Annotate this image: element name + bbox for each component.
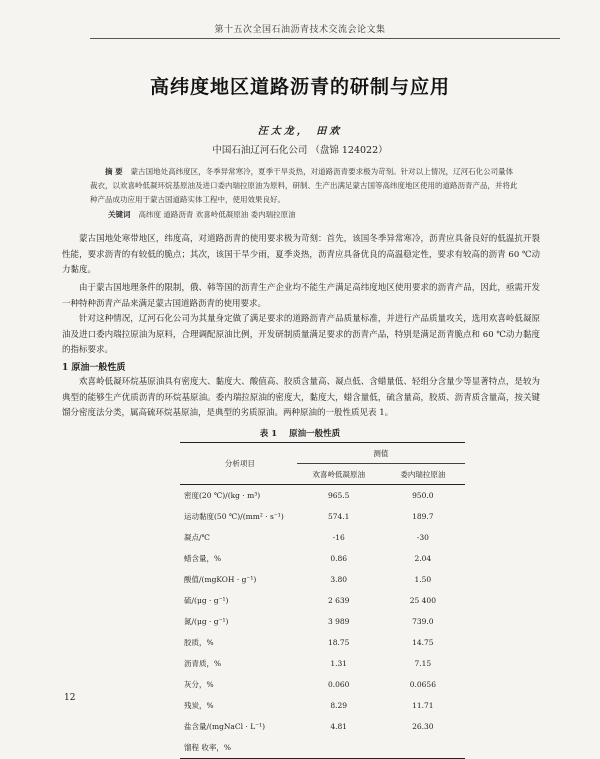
table-cell-item: 胶质，% [184,638,214,647]
table-cell-crude-a: 0.060 [327,680,350,689]
paper-affiliation: 中国石油辽河石化公司 （盘锦 124022） [212,145,388,156]
table-row [180,569,465,590]
table-cell-crude-b: 739.0 [412,617,434,626]
header-rule [90,38,560,39]
abstract-label: 摘 要 [105,167,123,176]
abstract-text: 蒙古国地处高纬度区，冬季异常寒冷，夏季干旱炎热，对道路沥青要求极为苛刻。针对以上情况，辽河石化公司量体裁衣，以欢喜岭低凝环烷基原油及进口委内瑞拉原油为原料，研制、生产出满足蒙古国等高纬度地区使用的道路沥青产品，并将此种产品成功应用于蒙古国道路实体工程中，使用效果良好。 [90,167,518,204]
table-label: 表 1 [259,429,278,439]
table-body [180,485,465,759]
table-row [180,611,465,632]
table-cell-crude-b: -30 [416,533,429,542]
table-cell-crude-a: 4.81 [330,722,348,731]
keywords [108,209,528,221]
table-cell-crude-a: 2 639 [327,596,350,605]
table-cell-crude-b: 7.15 [414,659,432,668]
table-header-crude-b: 委内瑞拉原油 [381,464,465,485]
table-cell-crude-b: 2.04 [414,554,432,563]
abstract [90,165,520,207]
table-cell-item: 酸值/(mgKOH · g⁻¹) [184,575,257,584]
table-cell-crude-a: 18.75 [327,638,350,647]
table-cell-crude-b [381,737,465,759]
table-row [180,527,465,548]
paper-title: 高纬度地区道路沥青的研制与应用 [149,76,450,98]
table-row [180,632,465,653]
table-row [180,485,465,507]
table-cell-crude-b: 950.0 [412,491,434,500]
table-row [180,737,465,759]
table-row [180,695,465,716]
table-cell-item: 运动黏度(50 ℃)/(mm² · s⁻¹) [184,512,284,521]
table-row [180,506,465,527]
table-cell-crude-b: 11.71 [412,701,434,710]
table-cell-crude-a: 8.29 [330,701,348,710]
table-cell-crude-a: 3 989 [327,617,350,626]
table-caption [0,427,600,439]
table-cell-item: 馏程 收率，% [180,737,297,759]
paper-authors: 汪太龙， 田欢 [257,126,343,137]
table-cell-crude-a: 0.86 [330,554,348,563]
table-row [180,716,465,737]
table-cell-crude-a: 574.1 [327,512,350,521]
table-cell-crude-b: 189.7 [412,512,434,521]
body-paragraph: 针对这种情况，辽河石化公司为其量身定做了满足要求的道路沥青产品质量标准，并进行产品质量攻关，选用欢喜岭低凝原油及进口委内瑞拉原油为原料，合理调配原油比例，开发研制质量满足要求的沥青产品，特别是满足沥青脆点和 60 ℃动力黏度的指标要求。 [62,314,540,355]
table-cell-crude-a [297,737,381,759]
table-cell-crude-a: 965.5 [327,491,350,500]
table-caption-text: 原油一般性质 [289,429,341,439]
table-cell-crude-b: 1.50 [414,575,432,584]
crude-properties-table [180,442,465,759]
table-row [180,590,465,611]
table-cell-crude-b: 25 400 [409,596,436,605]
table-row [180,674,465,695]
table-cell-item: 硫/(μg · g⁻¹) [184,596,229,605]
table-cell-item: 残炭，% [184,701,214,710]
table-row [180,653,465,674]
body-paragraph: 欢喜岭低凝环烷基原油具有密度大、黏度大、酸值高、胶质含量高、凝点低、含蜡量低、轻组分含量少等显著特点，是较为典型的能够生产优质沥青的环烷基原油。委内瑞拉原油的密度大，黏度大，蜡含量低，硫含量高，胶质、沥青质含量高，按关键馏分密度法分类，属高硫环烷基原油，是典型的劣质原油。两种原油的一般性质见表 1。 [62,377,540,418]
table-header-item: 分析项目 [180,443,297,485]
table-header-group: 测值 [297,443,465,464]
table-cell-crude-a: 1.31 [330,659,348,668]
table-header-crude-a: 欢喜岭低凝原油 [297,464,381,485]
body-paragraph: 由于蒙古国地理条件的限制，俄、韩等国的沥青生产企业均不能生产满足高纬度地区使用要求的沥青产品，因此，亟需开发一种特种沥青产品来满足蒙古国道路沥青的使用要求。 [62,283,540,309]
keywords-text: 高纬度 道路沥青 欢喜岭低凝原油 委内瑞拉原油 [138,210,296,219]
table-cell-item: 沥青质，% [184,659,222,668]
table-cell-item: 蜡含量，% [184,554,222,563]
table-cell-crude-b: 26.30 [412,722,434,731]
table-cell-crude-b: 0.0656 [409,680,436,689]
table-row [180,548,465,569]
table-cell-item: 盐含量/(mgNaCl · L⁻¹) [184,722,266,731]
table-cell-crude-a: -16 [332,533,345,542]
table-cell-item: 密度(20 ℃)/(kg · m³) [184,491,261,500]
body-paragraph: 蒙古国地处寒带地区，纬度高，对道路沥青的使用要求极为苛刻：首先，该国冬季异常寒冷，沥青应具备良好的低温抗开裂性能，要求沥青的有较低的脆点；其次，该国干旱少雨，夏季炎热，沥青应具备优良的高温稳定性，要求有较高的沥青 60 ℃动力黏度。 [62,234,540,275]
table-cell-crude-a: 3.80 [330,575,348,584]
keywords-label: 关键词 [108,210,131,219]
running-head: 第十五次全国石油沥青技术交流会论文集 [214,25,386,35]
section-heading: 1 原油一般性质 [62,363,126,373]
table-cell-item: 氮/(μg · g⁻¹) [184,617,229,626]
table-cell-crude-b: 14.75 [412,638,434,647]
table-cell-item: 凝点/℃ [184,533,210,542]
table-cell-item: 灰分，% [184,680,214,689]
page-number: 12 [64,693,76,703]
